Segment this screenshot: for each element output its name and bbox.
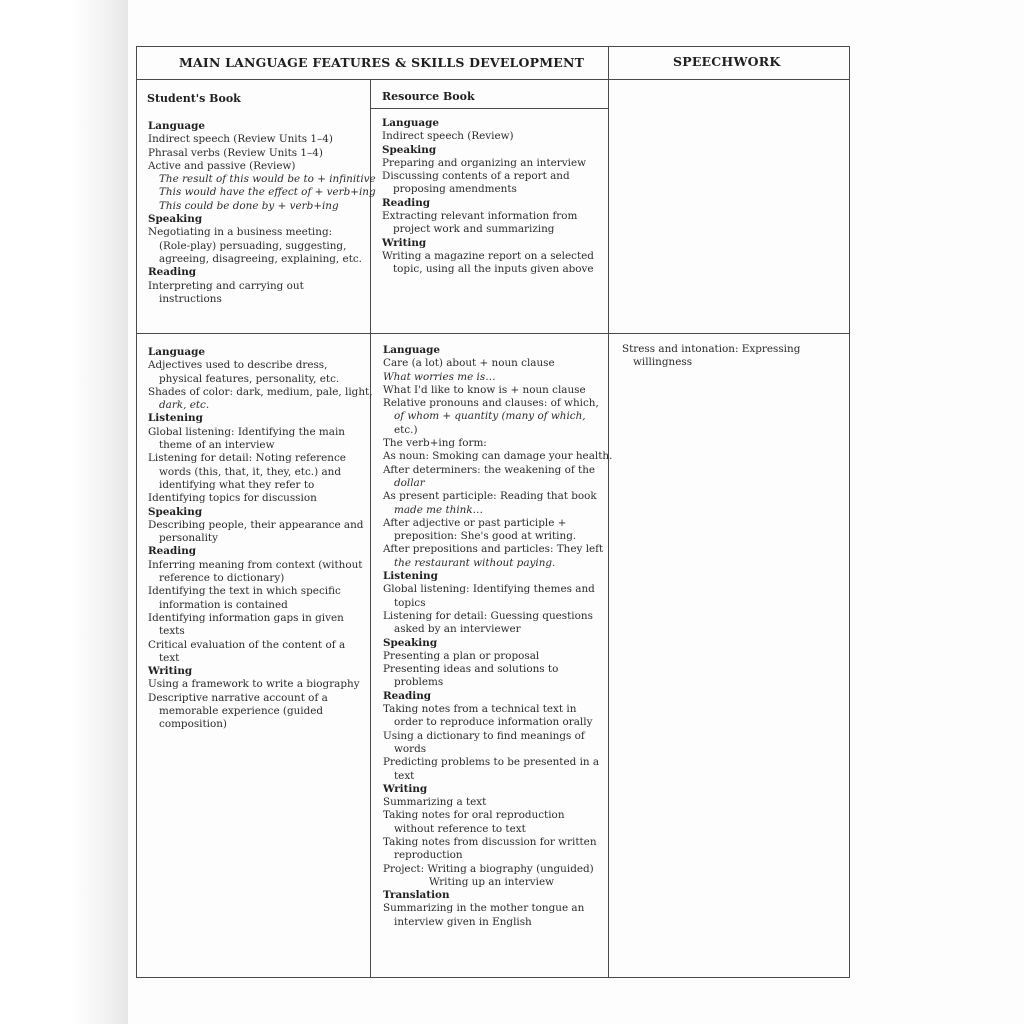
cell-text-line: Care (a lot) about + noun clause: [383, 357, 555, 370]
cell-text-line: dark, etc.: [159, 399, 210, 412]
cell-text-line: Shades of color: dark, medium, pale, light,: [148, 385, 373, 398]
cell-text-line: Global listening: Identifying the main: [148, 425, 345, 438]
cell-row2-resource-book: [383, 344, 612, 929]
cell-text-line: Project: Writing a biography (unguided): [383, 862, 594, 875]
cell-text-line: texts: [159, 625, 185, 638]
cell-text-line: Phrasal verbs (Review Units 1–4): [148, 146, 323, 159]
section-heading: Reading: [382, 196, 431, 209]
cell-text-line: Indirect speech (Review Units 1–4): [148, 133, 333, 146]
cell-text-line: project work and summarizing: [393, 223, 555, 236]
cell-text-line: Descriptive narrative account of a: [148, 691, 328, 704]
cell-text-line: As present participle: Reading that book: [383, 490, 597, 503]
section-heading: Writing: [148, 665, 193, 678]
cell-text-line: composition): [159, 718, 227, 731]
section-heading: Writing: [382, 236, 427, 249]
section-heading: Listening: [148, 412, 203, 425]
subheader-resource-book: Resource Book: [382, 90, 475, 103]
section-heading: Listening: [383, 570, 438, 583]
section-heading: Translation: [383, 889, 450, 902]
cell-text-line: instructions: [159, 292, 222, 305]
section-heading: Language: [382, 117, 440, 129]
cell-text-line: Stress and intonation: Expressing: [622, 343, 801, 355]
cell-text-line: Predicting problems to be presented in a: [383, 756, 600, 769]
cell-text-line: information is contained: [159, 598, 288, 611]
cell-text-line: theme of an interview: [159, 439, 275, 452]
cell-text-line: Inferring meaning from context (without: [148, 558, 363, 571]
header-divider: [136, 79, 850, 80]
cell-text-line: dollar: [394, 476, 425, 489]
cell-text-line: willingness: [633, 356, 693, 369]
cell-text-line: the restaurant without paying.: [394, 556, 556, 569]
cell-text-line: Listening for detail: Noting reference: [148, 452, 346, 465]
cell-text-line: agreeing, disagreeing, explaining, etc.: [159, 252, 362, 265]
cell-text-line: Presenting ideas and solutions to: [383, 663, 559, 676]
section-heading: Reading: [383, 689, 432, 702]
cell-text-line: Indirect speech (Review): [382, 130, 514, 143]
cell-text-line: Listening for detail: Guessing questions: [383, 609, 593, 622]
cell-text-line: text: [394, 769, 415, 782]
cell-text-line: After prepositions and particles: They left: [383, 543, 604, 556]
cell-text-line: Summarizing in the mother tongue an: [383, 902, 585, 915]
cell-text-line: The verb+ing form:: [383, 437, 487, 450]
cell-row1-resource-book: [382, 117, 594, 277]
cell-text-line: Preparing and organizing an interview: [382, 156, 586, 169]
page-edge-shadow: [0, 0, 128, 1024]
cell-text-line: without reference to text: [394, 822, 526, 835]
cell-text-line: text: [159, 651, 180, 664]
cell-text-line: Using a framework to write a biography: [148, 678, 360, 691]
section-heading: Reading: [148, 266, 197, 279]
cell-text-line: Using a dictionary to find meanings of: [383, 729, 585, 742]
cell-text-line: problems: [394, 676, 444, 689]
cell-text-line: physical features, personality, etc.: [159, 372, 340, 385]
section-heading: Speaking: [148, 213, 203, 226]
cell-text-line: reproduction: [394, 849, 463, 862]
cell-text-line: topic, using all the inputs given above: [393, 263, 594, 276]
cell-text-line: Critical evaluation of the content of a: [148, 638, 346, 651]
cell-text-line: Identifying information gaps in given: [148, 611, 344, 624]
cell-text-line: Writing a magazine report on a selected: [382, 249, 594, 262]
section-heading: Speaking: [383, 636, 438, 649]
cell-text-line: This would have the effect of + verb+ing: [159, 186, 376, 199]
cell-text-line: Taking notes for oral reproduction: [383, 809, 565, 822]
cell-text-line: order to reproduce information orally: [394, 716, 593, 729]
cell-text-line: proposing amendments: [393, 183, 517, 196]
cell-text-line: etc.): [394, 423, 418, 436]
cell-text-line: words: [394, 742, 427, 755]
cell-text-line: of whom + quantity (many of which,: [394, 410, 586, 423]
cell-row2-students-book: [148, 346, 373, 732]
cell-text-line: memorable experience (guided: [159, 705, 324, 718]
cell-text-line: Describing people, their appearance and: [148, 518, 364, 531]
cell-text-line: Identifying topics for discussion: [148, 492, 317, 505]
cell-text-line: identifying what they refer to: [159, 478, 315, 491]
subheader-divider: [370, 108, 608, 109]
cell-text-line: Relative pronouns and clauses: of which,: [383, 397, 599, 410]
cell-text-line: What I'd like to know is + noun clause: [383, 383, 586, 396]
cell-text-line: Discussing contents of a report and: [382, 170, 570, 183]
cell-text-line: Negotiating in a business meeting:: [148, 226, 333, 239]
cell-text-line: interview given in English: [394, 915, 532, 928]
cell-text-line: topics: [394, 596, 426, 609]
cell-text-line: preposition: She's good at writing.: [394, 530, 577, 543]
cell-text-line: personality: [159, 532, 218, 545]
cell-text-line: Taking notes from discussion for written: [383, 835, 597, 848]
section-heading: Language: [383, 344, 441, 356]
cell-row2-speechwork: [622, 343, 800, 370]
cell-text-line: made me think…: [394, 503, 484, 516]
cell-text-line: Writing up an interview: [429, 875, 555, 888]
section-heading: Reading: [148, 545, 197, 558]
cell-text-line: reference to dictionary): [159, 572, 285, 585]
cell-text-line: After determiners: the weakening of the: [383, 463, 596, 476]
cell-text-line: Taking notes from a technical text in: [383, 703, 577, 716]
cell-text-line: (Role-play) persuading, suggesting,: [159, 239, 347, 252]
section-heading: Writing: [383, 782, 428, 795]
cell-text-line: asked by an interviewer: [394, 623, 521, 636]
cell-row1-students-book: [148, 120, 376, 306]
section-heading: Language: [148, 120, 206, 132]
cell-text-line: What worries me is…: [383, 370, 496, 383]
cell-text-line: Summarizing a text: [383, 796, 487, 809]
subheader-students-book: Student's Book: [147, 92, 241, 105]
section-heading: Speaking: [148, 505, 203, 518]
row-divider: [136, 333, 850, 334]
cell-text-line: words (this, that, it, they, etc.) and: [159, 465, 341, 478]
header-speechwork: SPEECHWORK: [673, 54, 781, 69]
cell-text-line: This could be done by + verb+ing: [159, 199, 339, 212]
cell-text-line: Extracting relevant information from: [382, 210, 578, 223]
cell-text-line: Active and passive (Review): [148, 159, 296, 172]
cell-text-line: The result of this would be to + infinitive: [159, 173, 376, 186]
cell-text-line: Global listening: Identifying themes and: [383, 583, 595, 596]
cell-text-line: Interpreting and carrying out: [148, 279, 304, 292]
cell-text-line: Identifying the text in which specific: [148, 585, 341, 598]
cell-text-line: After adjective or past participle +: [383, 516, 567, 529]
cell-text-line: Presenting a plan or proposal: [383, 649, 540, 662]
section-heading: Speaking: [382, 143, 437, 156]
header-main-features: MAIN LANGUAGE FEATURES & SKILLS DEVELOPMENT: [179, 55, 585, 70]
cell-text-line: Adjectives used to describe dress,: [148, 359, 328, 372]
section-heading: Language: [148, 346, 206, 358]
cell-text-line: As noun: Smoking can damage your health.: [383, 450, 613, 463]
